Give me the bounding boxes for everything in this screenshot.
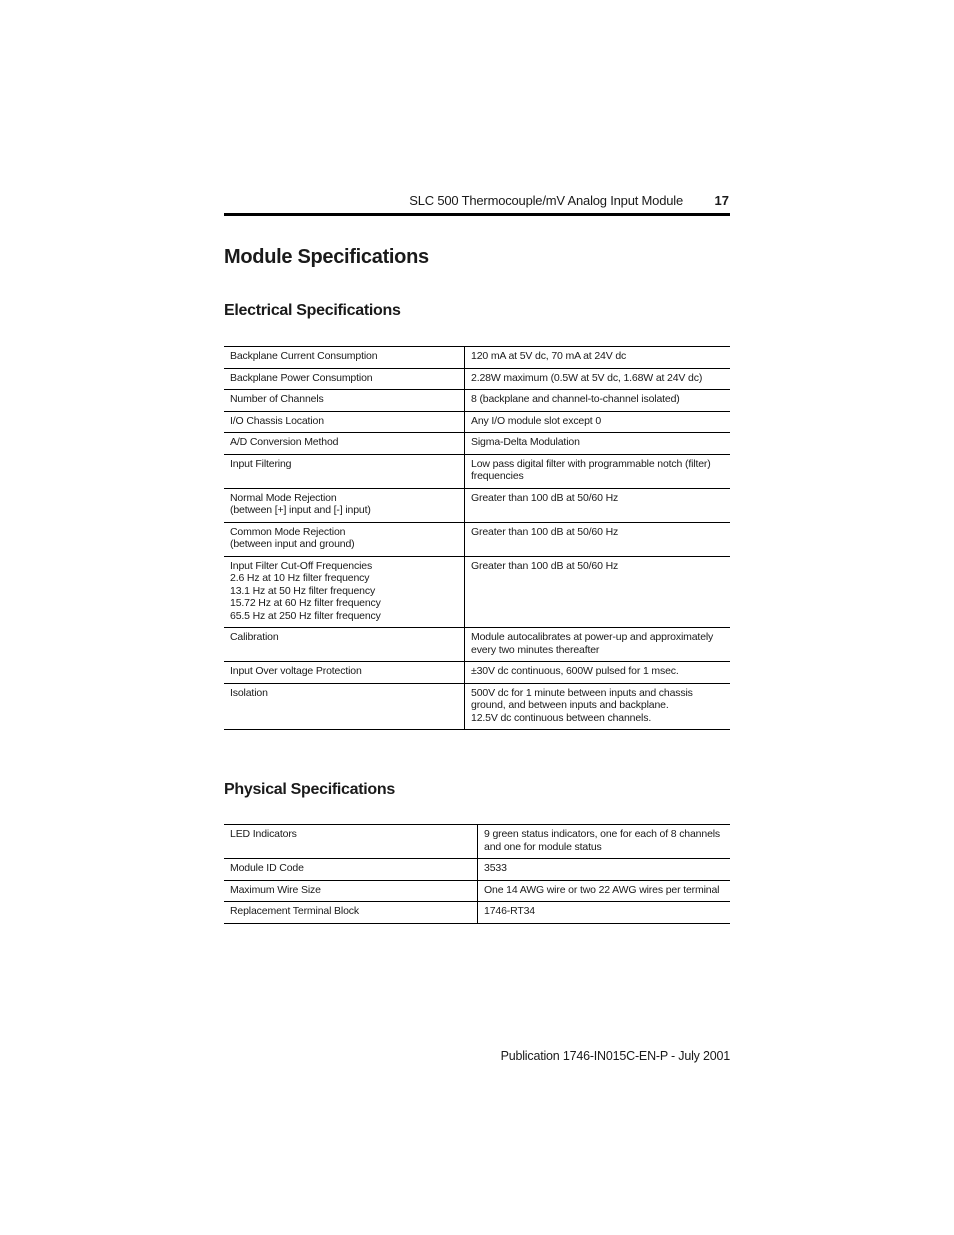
spec-value: 120 mA at 5V dc, 70 mA at 24V dc	[465, 347, 731, 369]
spec-value: 500V dc for 1 minute between inputs and chassis ground, and between inputs and backplane. 12.5V dc continuous between channels.	[465, 683, 731, 730]
spec-value: Greater than 100 dB at 50/60 Hz	[465, 522, 731, 556]
electrical-spec-table	[224, 346, 730, 730]
spec-label: Common Mode Rejection (between input and ground)	[224, 522, 465, 556]
spec-value: Greater than 100 dB at 50/60 Hz	[465, 488, 731, 522]
table-row	[224, 902, 730, 924]
table-row	[224, 368, 730, 390]
table-row	[224, 488, 730, 522]
spec-value: 2.28W maximum (0.5W at 5V dc, 1.68W at 24V dc)	[465, 368, 731, 390]
spec-value: One 14 AWG wire or two 22 AWG wires per terminal	[478, 880, 731, 902]
publication-footer: Publication 1746-IN015C-EN-P - July 2001	[500, 1049, 730, 1063]
table-row	[224, 880, 730, 902]
electrical-heading: Electrical Specifications	[224, 302, 401, 319]
physical-spec-table	[224, 824, 730, 924]
spec-label: A/D Conversion Method	[224, 433, 465, 455]
spec-label: Input Over voltage Protection	[224, 662, 465, 684]
table-row	[224, 411, 730, 433]
spec-label: Replacement Terminal Block	[224, 902, 478, 924]
table-row	[224, 859, 730, 881]
table-row	[224, 825, 730, 859]
physical-heading: Physical Specifications	[224, 781, 395, 798]
table-row	[224, 683, 730, 730]
spec-value: 3533	[478, 859, 731, 881]
spec-value: Greater than 100 dB at 50/60 Hz	[465, 556, 731, 628]
spec-value: 8 (backplane and channel-to-channel isolated)	[465, 390, 731, 412]
spec-value: ±30V dc continuous, 600W pulsed for 1 msec.	[465, 662, 731, 684]
spec-label: I/O Chassis Location	[224, 411, 465, 433]
spec-label: Calibration	[224, 628, 465, 662]
table-row	[224, 662, 730, 684]
spec-value: Sigma-Delta Modulation	[465, 433, 731, 455]
spec-label: Backplane Power Consumption	[224, 368, 465, 390]
spec-label: Module ID Code	[224, 859, 478, 881]
spec-label: Maximum Wire Size	[224, 880, 478, 902]
spec-label: Input Filtering	[224, 454, 465, 488]
page-header	[224, 190, 730, 216]
spec-value: 1746-RT34	[478, 902, 731, 924]
spec-label: Backplane Current Consumption	[224, 347, 465, 369]
table-row	[224, 628, 730, 662]
spec-value: Any I/O module slot except 0	[465, 411, 731, 433]
spec-label: Isolation	[224, 683, 465, 730]
spec-label: Input Filter Cut-Off Frequencies 2.6 Hz at 10 Hz filter frequency 13.1 Hz at 50 Hz filter frequency 15.72 Hz at 60 Hz filter frequency 65.5 Hz at 250 Hz filter frequency	[224, 556, 465, 628]
table-row	[224, 454, 730, 488]
page-number: 17	[714, 193, 729, 208]
spec-value: 9 green status indicators, one for each of 8 channels and one for module status	[478, 825, 731, 859]
header-title: SLC 500 Thermocouple/mV Analog Input Module	[409, 193, 683, 208]
table-row	[224, 347, 730, 369]
page-title: Module Specifications	[224, 246, 429, 268]
table-row	[224, 433, 730, 455]
table-row	[224, 556, 730, 628]
table-row	[224, 390, 730, 412]
spec-label: LED Indicators	[224, 825, 478, 859]
spec-label: Number of Channels	[224, 390, 465, 412]
spec-label: Normal Mode Rejection (between [+] input and [-] input)	[224, 488, 465, 522]
spec-value: Low pass digital filter with programmable notch (filter) frequencies	[465, 454, 731, 488]
table-row	[224, 522, 730, 556]
spec-value: Module autocalibrates at power-up and approximately every two minutes thereafter	[465, 628, 731, 662]
